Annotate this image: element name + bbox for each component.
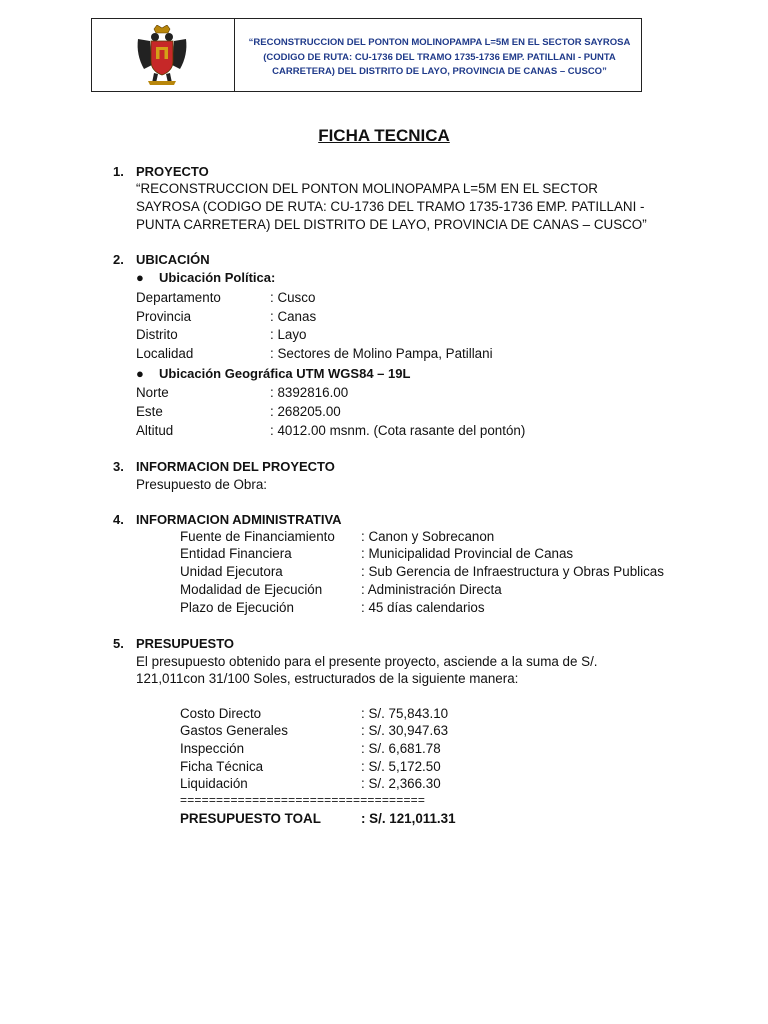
section-5-heading: PRESUPUESTO: [136, 636, 235, 651]
field-value: : 4012.00 msnm. (Cota rasante del pontón): [270, 423, 526, 438]
section-4-number: 4.: [113, 512, 124, 527]
separator-line: ==================================: [180, 793, 426, 807]
budget-item-label: Costo Directo: [180, 706, 262, 721]
budget-item-value: : S/. 2,366.30: [361, 776, 441, 791]
field-label: Provincia: [136, 309, 192, 324]
budget-item-label: Inspección: [180, 741, 245, 756]
admin-label: Modalidad de Ejecución: [180, 582, 323, 597]
budget-paragraph-line: 121,011con 31/100 Soles, estructurados de la siguiente manera:: [136, 671, 519, 686]
admin-label: Entidad Financiera: [180, 546, 292, 561]
header-title: “RECONSTRUCCION DEL PONTON MOLINOPAMPA L=5M EN EL SECTOR SAYROSA (CODIGO DE RUTA: CU-1736 DEL TRAMO 1735-1736 EMP. PATILLANI - PUNTA CARRETERA) DEL DISTRITO DE LAYO, PROVINCIA DE CANAS – CUSCO”: [248, 37, 631, 77]
field-value: : Layo: [270, 327, 307, 342]
coat-of-arms-icon: [134, 25, 190, 87]
field-label: Altitud: [136, 423, 174, 438]
bullet-icon: ●: [136, 366, 144, 381]
section-5-number: 5.: [113, 636, 124, 651]
project-name-line: SAYROSA (CODIGO DE RUTA: CU-1736 DEL TRAMO 1735-1736 EMP. PATILLANI -: [136, 199, 645, 214]
budget-item-label: Ficha Técnica: [180, 759, 264, 774]
project-name-line: PUNTA CARRETERA) DEL DISTRITO DE LAYO, PROVINCIA DE CANAS – CUSCO”: [136, 217, 647, 232]
field-label: Este: [136, 404, 163, 419]
budget-item-value: : S/. 6,681.78: [361, 741, 441, 756]
document-header: [91, 18, 642, 92]
section-1-heading: PROYECTO: [136, 164, 209, 179]
project-name-line: “RECONSTRUCCION DEL PONTON MOLINOPAMPA L=5M EN EL SECTOR: [136, 181, 598, 196]
budget-item-label: Gastos Generales: [180, 723, 288, 738]
section-4-heading: INFORMACION ADMINISTRATIVA: [136, 512, 342, 527]
field-label: Distrito: [136, 327, 178, 342]
budget-item-value: : S/. 30,947.63: [361, 723, 449, 738]
admin-value: : Canon y Sobrecanon: [361, 529, 495, 544]
total-label: PRESUPUESTO TOAL: [180, 811, 321, 826]
section-2-number: 2.: [113, 252, 124, 267]
bullet-icon: ●: [136, 270, 144, 285]
logo-cell: [92, 19, 235, 91]
admin-value: : 45 días calendarios: [361, 600, 485, 615]
document-title: FICHA TECNICA: [318, 126, 450, 145]
budget-line: Presupuesto de Obra:: [136, 477, 268, 492]
admin-value: : Administración Directa: [361, 582, 502, 597]
section-3-number: 3.: [113, 459, 124, 474]
admin-label: Fuente de Financiamiento: [180, 529, 335, 544]
field-value: : Canas: [270, 309, 317, 324]
section-1-number: 1.: [113, 164, 124, 179]
field-label: Localidad: [136, 346, 194, 361]
section-3-heading: INFORMACION DEL PROYECTO: [136, 459, 335, 474]
budget-item-value: : S/. 75,843.10: [361, 706, 449, 721]
budget-item-value: : S/. 5,172.50: [361, 759, 441, 774]
geographic-location-label: Ubicación Geográfica UTM WGS84 – 19L: [159, 366, 411, 381]
field-label: Norte: [136, 385, 169, 400]
political-location-label: Ubicación Política:: [159, 270, 276, 285]
section-2-heading: UBICACIÓN: [136, 252, 210, 267]
admin-label: Plazo de Ejecución: [180, 600, 294, 615]
field-value: : 8392816.00: [270, 385, 349, 400]
total-value: : S/. 121,011.31: [361, 811, 456, 826]
budget-paragraph-line: El presupuesto obtenido para el presente proyecto, asciende a la suma de S/.: [136, 654, 598, 669]
field-value: : 268205.00: [270, 404, 341, 419]
admin-value: : Municipalidad Provincial de Canas: [361, 546, 574, 561]
budget-item-label: Liquidación: [180, 776, 248, 791]
field-value: : Cusco: [270, 290, 316, 305]
admin-value: : Sub Gerencia de Infraestructura y Obras Publicas: [361, 564, 664, 579]
field-label: Departamento: [136, 290, 221, 305]
admin-label: Unidad Ejecutora: [180, 564, 283, 579]
field-value: : Sectores de Molino Pampa, Patillani: [270, 346, 493, 361]
